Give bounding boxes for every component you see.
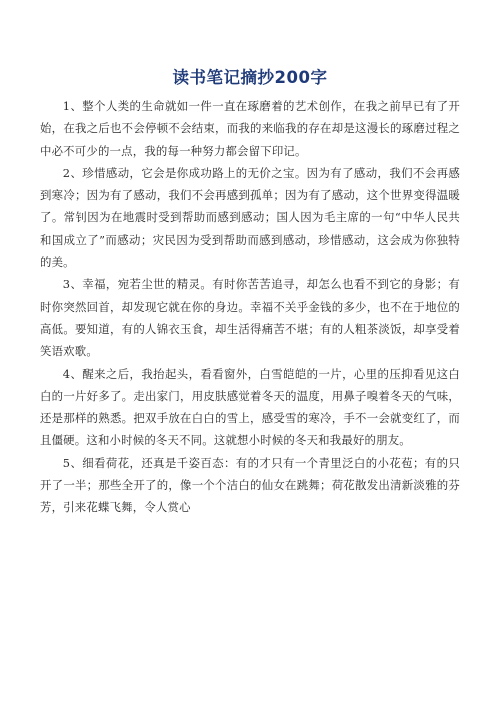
paragraph-2: 2、珍惜感动，它会是你成功路上的无价之宝。因为有了感动，我们不会再感到寒冷；因为有了感动，我们不会再感到孤单；因为有了感动，这个世界变得温暖了。常钊因为在地震时受到帮助而感到感动；国人因为毛主席的一句“中华人民共和国成立了”而感动；灾民因为受到帮助而感到感动，珍惜感动，这会成为你独特的美。 — [40, 165, 460, 270]
paragraph-3: 3、幸福，宛若尘世的精灵。有时你苦苦追寻，却怎么也看不到它的身影；有时你突然回首，却发现它就在你的身边。幸福不关乎金钱的多少，也不在于地位的高低。要知道，有的人锦衣玉食，却生活得痛苦不堪；有的人粗茶淡饭，却享受着笑语欢歌。 — [40, 277, 460, 359]
document-body — [40, 95, 460, 519]
paragraph-5: 5、细看荷花，还真是千姿百态：有的才只有一个青里泛白的小花苞；有的只开了一半；那些全开了的，像一个个洁白的仙女在跳舞；荷花散发出清新淡雅的芬芳，引来花蝶飞舞，令人赏心 — [40, 455, 460, 515]
paragraph-4: 4、醒来之后，我抬起头，看看窗外，白雪皑皑的一片，心里的压抑看见这白白的一片好多了。走出家门，用皮肤感觉着冬天的温度，用鼻子嗅着冬天的气味，还是那样的熟悉。把双手放在白白的雪上，感受雪的寒冷，手不一会就变红了，而且僵硬。这和小时候的冬天不同。这就想小时候的冬天和我最好的朋友。 — [40, 366, 460, 448]
page-title: 读书笔记摘抄200字 — [172, 68, 328, 87]
paragraph-1: 1、整个人类的生命就如一件一直在琢磨着的艺术创作，在我之前早已有了开始，在我之后也不会停顿不会结束，而我的来临我的存在却是这漫长的琢磨过程之中必不可少的一点，我的每一种努力都会留下印记。 — [40, 99, 460, 158]
